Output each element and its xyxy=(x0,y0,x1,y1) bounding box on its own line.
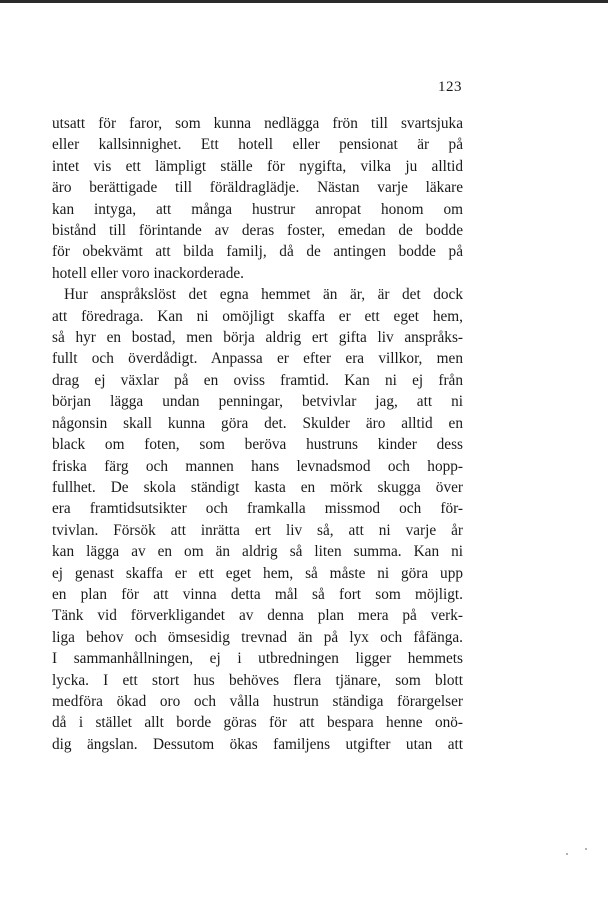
text-line: så hyr en bostad, men börja aldrig ert gifta liv anspråks- xyxy=(52,329,463,347)
text-line: era framtidsutsikter och framkalla missmod och för- xyxy=(52,500,463,518)
scan-speck xyxy=(566,853,568,855)
text-line: någonsin skall kunna göra det. Skulder äro alltid en xyxy=(52,414,463,432)
text-line: eller kallsinnighet. Ett hotell eller pensionat är på xyxy=(52,136,463,154)
text-line: lycka. I ett stort hus behöves flera tjänare, som blott xyxy=(52,671,463,689)
text-line: fullt och överdådigt. Anpassa er efter era villkor, men xyxy=(52,350,463,368)
text-line: tvivlan. Försök att inrätta ert liv så, att ni varje år xyxy=(52,521,463,539)
text-line: ej genast skaffa er ett eget hem, så måste ni göra upp xyxy=(52,564,463,582)
text-line: då i stället allt borde göras för att bespara henne onö- xyxy=(52,714,463,732)
text-line: kan lägga av en om än aldrig så liten summa. Kan ni xyxy=(52,543,463,561)
paragraph-start-line: Hur anspråkslöst det egna hemmet än är, är det dock xyxy=(64,286,463,304)
text-line: I sammanhållningen, ej i utbredningen ligger hemmets xyxy=(52,650,463,668)
text-line: liga behov och ömsesidig trevnad än på lyx och fåfänga. xyxy=(52,628,463,646)
text-line: att föredraga. Kan ni omöjligt skaffa er ett eget hem, xyxy=(52,307,463,325)
text-line: intet vis ett lämpligt ställe för nygifta, vilka ju alltid xyxy=(52,157,463,175)
scan-speck xyxy=(585,848,587,850)
text-line: drag ej växlar på en oviss framtid. Kan ni ej från xyxy=(52,371,463,389)
text-line: utsatt för faror, som kunna nedlägga frön till svartsjuka xyxy=(52,115,463,132)
body-text xyxy=(52,113,463,755)
text-line: fullhet. De skola ständigt kasta en mörk skugga över xyxy=(52,478,463,496)
text-line: dig ängslan. Dessutom ökas familjens utgifter utan att xyxy=(52,735,463,753)
top-edge-rule xyxy=(0,0,608,3)
text-line: black om foten, som beröva hustruns kinder dess xyxy=(52,436,463,454)
text-line: en plan för att vinna detta mål så fort som möjligt. xyxy=(52,585,463,603)
text-line: Tänk vid förverkligandet av denna plan mera på verk- xyxy=(52,607,463,625)
text-line: hotell eller voro inackorderade. xyxy=(52,264,244,282)
text-line: kan intyga, att många hustrur anropat honom om xyxy=(52,200,463,218)
text-line: bistånd till förintande av deras foster, emedan de bodde xyxy=(52,222,463,240)
page-number: 123 xyxy=(438,79,462,95)
text-line: för obekvämt att bilda familj, då de antingen bodde på xyxy=(52,243,463,261)
text-line: äro berättigade till föräldraglädje. Nästan varje läkare xyxy=(52,179,463,197)
text-line: början lägga undan penningar, betvivlar jag, att ni xyxy=(52,393,463,411)
text-line: medföra ökad oro och vålla hustrun ständiga förargelser xyxy=(52,692,463,710)
text-line: friska färg och mannen hans levnadsmod och hopp- xyxy=(52,457,463,475)
